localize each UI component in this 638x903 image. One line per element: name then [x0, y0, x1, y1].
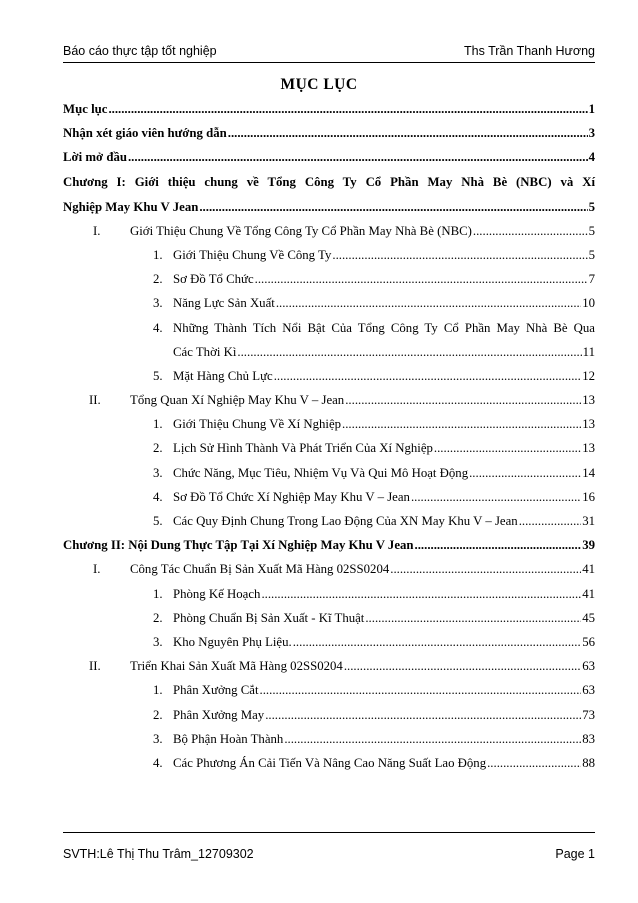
- toc-entry-page: 56: [582, 634, 595, 649]
- toc-entry-number: 2.: [153, 272, 163, 287]
- toc-entry-page: 63: [582, 659, 595, 674]
- toc-entry[interactable]: [63, 464, 595, 488]
- toc-entry[interactable]: [63, 585, 595, 609]
- toc-entry[interactable]: [63, 439, 595, 463]
- toc-entry-number: 4.: [153, 320, 163, 335]
- toc-entry-number: 1.: [153, 683, 163, 698]
- toc-entry-page: 3: [588, 126, 595, 141]
- toc-entry-number: 5.: [153, 368, 163, 383]
- toc-entry-text: Công Tác Chuẩn Bị Sản Xuất Mã Hàng 02SS0204: [130, 562, 390, 577]
- toc-entry[interactable]: [63, 681, 595, 705]
- toc-entry-number: 3.: [153, 731, 163, 746]
- toc-entry-page: 73: [582, 707, 595, 722]
- toc-entry-page: 11: [582, 344, 595, 359]
- toc-entry-text: Những Thành Tích Nổi Bật Của Tổng Công Ty Cổ Phần May Nhà Bè Qua: [173, 320, 595, 335]
- toc-entry-page: 39: [582, 538, 595, 553]
- page-footer: [63, 832, 595, 861]
- toc-entry[interactable]: [63, 391, 595, 415]
- toc-entry-number: 4.: [153, 489, 163, 504]
- toc-entry-text: Các Thời Kì: [173, 344, 237, 359]
- toc-entry-page: 5: [588, 223, 595, 238]
- toc-entry-page: 16: [582, 489, 595, 504]
- toc-entry-page: 12: [582, 368, 595, 383]
- toc-entry[interactable]: [63, 198, 595, 222]
- toc-entry-number: I.: [93, 562, 101, 577]
- toc-entry-page: 4: [588, 150, 595, 165]
- toc-entry-text: Nghiệp May Khu V Jean: [63, 199, 199, 214]
- header-report-title: Báo cáo thực tập tốt nghiệp: [63, 44, 217, 58]
- toc-entry-text: Các Quy Định Chung Trong Lao Động Của XN May Khu V – Jean: [173, 514, 518, 528]
- toc-entry[interactable]: [63, 730, 595, 754]
- toc-entry-text: Phòng Kế Hoạch: [173, 586, 261, 601]
- toc-entry-text: Lời mở đầu: [63, 150, 127, 165]
- toc-entry-text: Tổng Quan Xí Nghiệp May Khu V – Jean: [130, 393, 345, 408]
- toc-entry-text: Phân Xưởng May: [173, 707, 265, 722]
- toc-entry[interactable]: [63, 609, 595, 633]
- toc-entry-number: II.: [89, 659, 101, 674]
- toc-entry[interactable]: [63, 415, 595, 439]
- toc-entry-text: Triển Khai Sản Xuất Mã Hàng 02SS0204: [130, 659, 343, 674]
- toc-entry[interactable]: [63, 512, 595, 536]
- toc-entry[interactable]: [63, 222, 595, 246]
- toc-entry-text: Phân Xưởng Cắt: [173, 683, 259, 698]
- toc-entry[interactable]: [63, 657, 595, 681]
- toc-entry-number: 3.: [153, 465, 163, 480]
- toc-entry-text: Các Phương Án Cải Tiến Và Nâng Cao Năng Suất Lao Động: [173, 755, 487, 770]
- toc-entry[interactable]: [63, 754, 595, 778]
- toc-entry-page: 5: [588, 247, 595, 262]
- toc-entry-page: 10: [582, 296, 595, 311]
- toc-entry-page: 83: [582, 731, 595, 746]
- toc-entry-text: Giới Thiệu Chung Về Tổng Công Ty Cổ Phần May Nhà Bè (NBC): [130, 223, 472, 238]
- toc-entry-page: 13: [582, 393, 595, 408]
- toc-entry-number: 1.: [153, 247, 163, 262]
- toc-entry[interactable]: [63, 706, 595, 730]
- toc-entry-page: 13: [582, 441, 595, 456]
- toc-entry-text: Chương I: Giới thiệu chung về Tổng Công Ty Cổ Phần May Nhà Bè (NBC) và Xí: [63, 174, 595, 189]
- toc-entry-number: 1.: [153, 586, 163, 601]
- toc-entry-text: Lịch Sử Hình Thành Và Phát Triển Của Xí Nghiệp: [173, 441, 433, 456]
- toc-entry-number: I.: [93, 223, 101, 238]
- toc-entry-text: Mặt Hàng Chủ Lực: [173, 368, 273, 383]
- toc-entry[interactable]: [63, 100, 595, 124]
- toc-entry-number: 5.: [153, 514, 163, 528]
- toc-entry-number: 2.: [153, 610, 163, 625]
- toc-entry-text: Phòng Chuẩn Bị Sản Xuất - Kĩ Thuật: [173, 610, 365, 625]
- toc-entry[interactable]: [63, 343, 595, 367]
- toc-entry-text: Nhận xét giáo viên hướng dẫn: [63, 126, 227, 141]
- toc-entry-page: 5: [588, 199, 595, 214]
- toc-entry[interactable]: [63, 536, 595, 560]
- toc-entry-number: 1.: [153, 417, 163, 432]
- toc-entry-page: 63: [582, 683, 595, 698]
- toc-entry[interactable]: [63, 560, 595, 584]
- toc-entry-text: Mục lục: [63, 102, 108, 116]
- toc-entry-page: 41: [582, 586, 595, 601]
- toc-entry[interactable]: [63, 633, 595, 657]
- toc-entry-page: 7: [588, 272, 595, 287]
- toc-entry[interactable]: [63, 246, 595, 270]
- toc-entry-number: 4.: [153, 755, 163, 770]
- toc-entry-page: 31: [582, 514, 595, 528]
- toc-entry-wrapped[interactable]: [63, 173, 595, 198]
- page-header: [63, 38, 595, 63]
- footer-student: SVTH:Lê Thị Thu Trâm_12709302: [63, 847, 254, 861]
- toc-entry-text: Giới Thiệu Chung Về Xí Nghiệp: [173, 417, 342, 432]
- toc-entry[interactable]: [63, 270, 595, 294]
- toc-entry-number: II.: [89, 393, 101, 408]
- toc-entry-text: Chương II: Nội Dung Thực Tập Tại Xí Nghiệp May Khu V Jean: [63, 538, 414, 553]
- toc-entry-number: 2.: [153, 707, 163, 722]
- toc-entry-page: 45: [582, 610, 595, 625]
- toc-entry-wrapped[interactable]: [63, 319, 595, 343]
- toc-entry[interactable]: [63, 148, 595, 172]
- toc-entry-number: 2.: [153, 441, 163, 456]
- toc-entry[interactable]: [63, 124, 595, 148]
- toc-entry-text: Năng Lực Sản Xuất: [173, 296, 275, 311]
- toc-entry-text: Sơ Đồ Tổ Chức: [173, 272, 254, 287]
- toc-entry[interactable]: [63, 367, 595, 391]
- toc-entry-number: 3.: [153, 296, 163, 311]
- page-title: MỤC LỤC: [280, 76, 358, 93]
- toc-entry-page: 14: [582, 465, 595, 480]
- toc-entry-text: Kho Nguyên Phụ Liệu.: [173, 634, 292, 649]
- toc-entry-text: Sơ Đồ Tổ Chức Xí Nghiệp May Khu V – Jean: [173, 489, 410, 504]
- header-supervisor: Ths Trần Thanh Hương: [464, 44, 595, 58]
- toc-entry-page: 41: [582, 562, 595, 577]
- table-of-contents: [63, 100, 595, 778]
- toc-entry-text: Bộ Phận Hoàn Thành: [173, 731, 284, 746]
- toc-entry-text: Giới Thiệu Chung Về Công Ty: [173, 247, 332, 262]
- toc-entry-page: 88: [582, 755, 595, 770]
- toc-entry-page: 1: [588, 102, 595, 116]
- toc-entry-page: 13: [582, 417, 595, 432]
- toc-entry[interactable]: [63, 294, 595, 318]
- toc-entry[interactable]: [63, 488, 595, 512]
- toc-entry-number: 3.: [153, 634, 163, 649]
- toc-entry-text: Chức Năng, Mục Tiêu, Nhiệm Vụ Và Qui Mô Hoạt Động: [173, 465, 469, 480]
- footer-page-number: Page 1: [555, 847, 595, 861]
